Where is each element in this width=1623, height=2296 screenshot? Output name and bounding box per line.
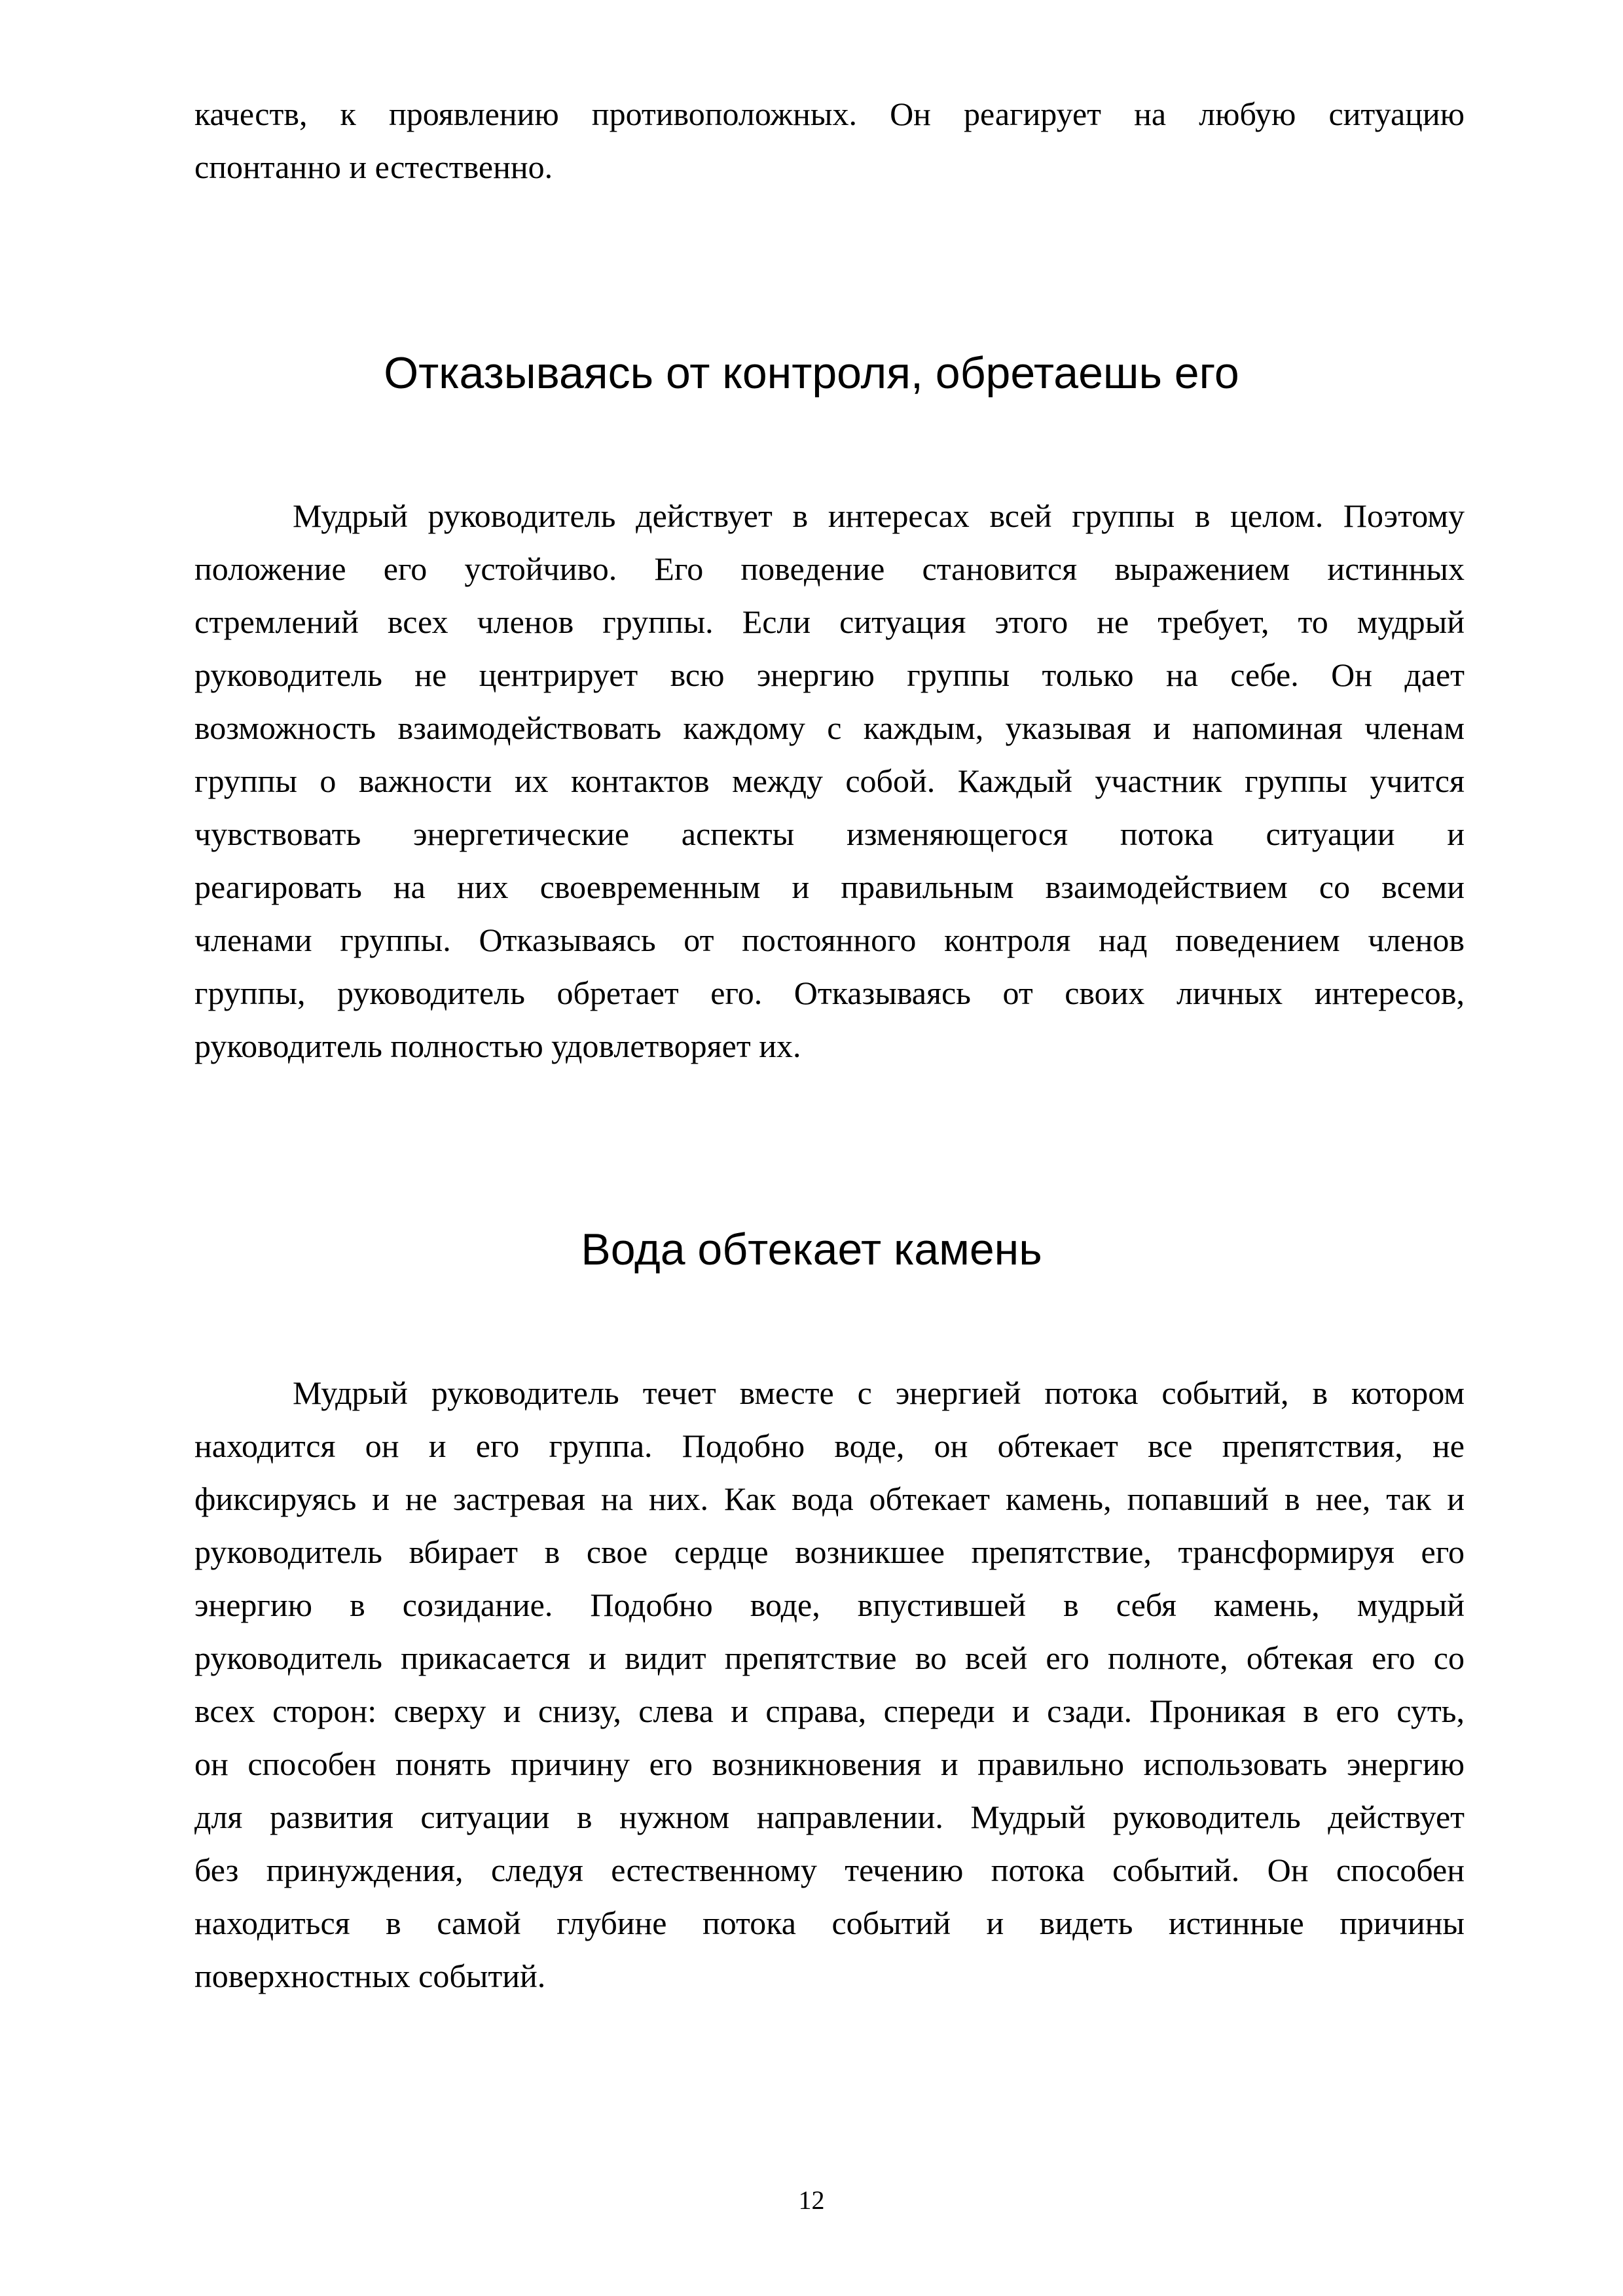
text-line: спонтанно и естественно. [194,149,553,185]
text-line: группы о важности их контактов между собой. Каждый участник группы учится [194,762,1465,799]
text-line: реагировать на них своевременным и правильным взаимодействием со всеми [194,869,1465,905]
section-paragraph-1 [194,490,1465,1073]
text-line: руководитель не центрирует всю энергию группы только на себе. Он дает [194,656,1465,693]
text-line: положение его устойчиво. Его поведение становится выражением истинных [194,550,1465,587]
intro-paragraph [194,88,1465,194]
text-line: качеств, к проявлению противоположных. Он реагирует на любую ситуацию [194,96,1465,132]
section-heading-1: Отказываясь от контроля, обретаешь его [384,348,1239,398]
text-line: возможность взаимодействовать каждому с каждым, указывая и напоминая членам [194,709,1465,746]
text-line: фиксируясь и не застревая на них. Как вода обтекает камень, попавший в нее, так и [194,1480,1465,1517]
text-line: руководитель вбирает в свое сердце возникшее препятствие, трансформируя его [194,1534,1465,1570]
text-line: членами группы. Отказываясь от постоянного контроля над поведением членов [194,922,1465,958]
text-line: энергию в созидание. Подобно воде, впустившей в себя камень, мудрый [194,1587,1465,1623]
text-line: Мудрый руководитель действует в интересах всей группы в целом. Поэтому [293,497,1465,534]
section-heading-2: Вода обтекает камень [581,1225,1042,1274]
text-line: чувствовать энергетические аспекты изменяющегося потока ситуации и [194,816,1465,852]
text-line: он способен понять причину его возникновения и правильно использовать энергию [194,1746,1465,1782]
text-line: поверхностных событий. [194,1958,546,1994]
text-line: руководитель прикасается и видит препятствие во всей его полноте, обтекая его со [194,1640,1465,1676]
text-line: руководитель полностью удовлетворяет их. [194,1028,801,1064]
text-line: Мудрый руководитель течет вместе с энергией потока событий, в котором [293,1374,1465,1411]
text-line: находится он и его группа. Подобно воде, он обтекает все препятствия, не [194,1427,1465,1464]
text-line: находиться в самой глубине потока событий и видеть истинные причины [194,1905,1465,1941]
text-line: стремлений всех членов группы. Если ситуация этого не требует, то мудрый [194,603,1465,640]
text-line: группы, руководитель обретает его. Отказываясь от своих личных интересов, [194,975,1465,1011]
section-paragraph-2 [194,1367,1465,2003]
text-line: для развития ситуации в нужном направлении. Мудрый руководитель действует [194,1799,1465,1835]
text-line: всех сторон: сверху и снизу, слева и справа, спереди и сзади. Проникая в его суть, [194,1693,1465,1729]
text-line: без принуждения, следуя естественному течению потока событий. Он способен [194,1852,1465,1888]
page-number: 12 [798,2185,825,2215]
